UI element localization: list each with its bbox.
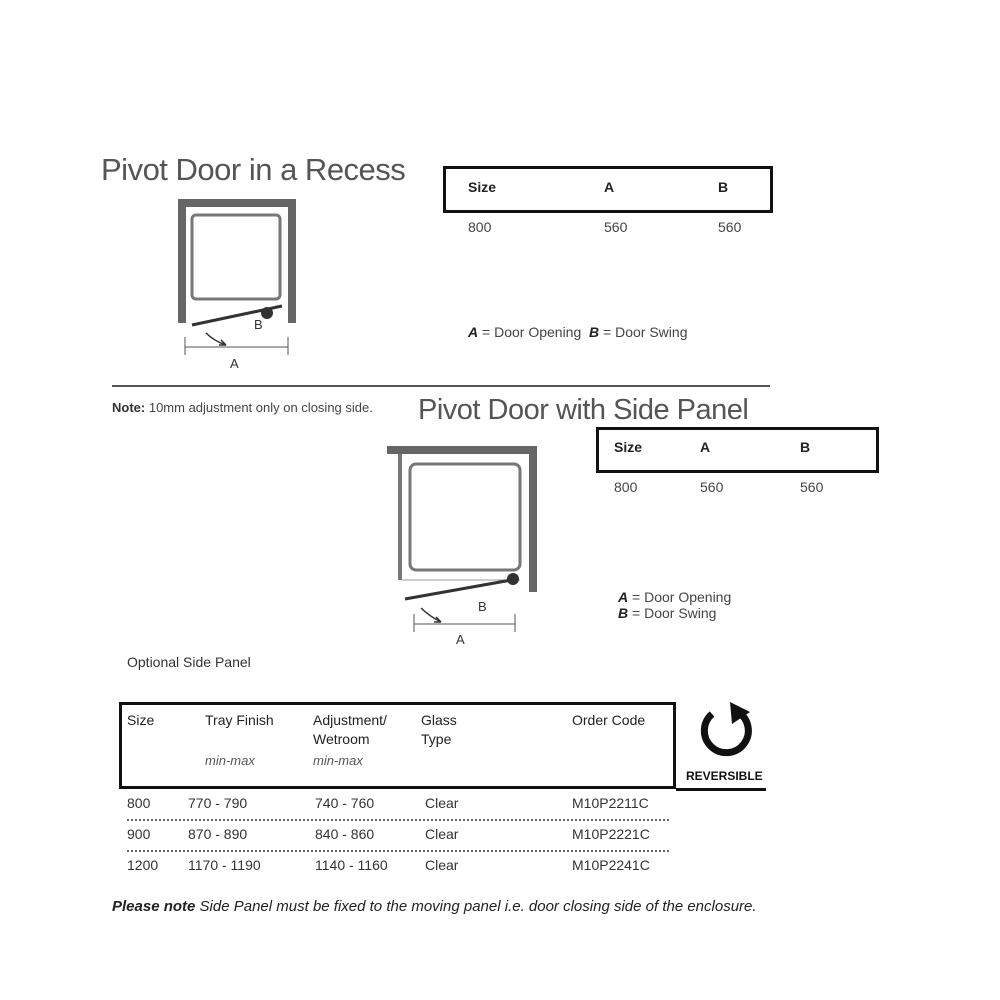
header-size: Size xyxy=(127,712,155,728)
row-glass: Clear xyxy=(425,826,459,842)
side-panel-door-diagram xyxy=(385,442,545,647)
section2-header-a: A xyxy=(700,439,711,455)
section1-legend xyxy=(468,324,687,340)
section2-title: Pivot Door with Side Panel xyxy=(418,394,749,426)
section2-legend-b xyxy=(618,605,716,621)
legend-key-a: A xyxy=(468,324,479,340)
door-line xyxy=(405,579,517,599)
pivot-point xyxy=(261,307,273,319)
row-adjust: 1140 - 1160 xyxy=(315,857,388,873)
diagram2-label-b: B xyxy=(478,599,487,614)
optional-panel-title: Optional Side Panel xyxy=(127,654,251,670)
section2-value-size: 800 xyxy=(614,479,638,495)
section2-value-b: 560 xyxy=(800,479,824,495)
section1-header-b: B xyxy=(718,179,729,195)
note-text: 10mm adjustment only on closing side. xyxy=(148,400,373,415)
section2-value-a: 560 xyxy=(700,479,724,495)
row-size: 1200 xyxy=(127,857,159,873)
row-size: 900 xyxy=(127,826,151,842)
reversible-underline xyxy=(676,788,766,791)
section1-header-size: Size xyxy=(468,179,497,195)
section1-value-b: 560 xyxy=(718,219,742,235)
row-adjust: 840 - 860 xyxy=(315,826,375,842)
legend-key-a: A xyxy=(618,589,629,605)
row-divider xyxy=(127,819,669,821)
header-tray-finish-sub: min-max xyxy=(205,753,255,768)
section1-header-a: A xyxy=(604,179,615,195)
legend-text-b: = Door Swing xyxy=(632,605,717,621)
diagram2-label-a: A xyxy=(456,632,465,647)
pivot-point xyxy=(507,573,519,585)
row-code: M10P2241C xyxy=(572,857,650,873)
legend-text-b: = Door Swing xyxy=(603,324,688,340)
adjustment-note xyxy=(112,400,373,415)
side-panel-note-text: Side Panel must be fixed to the moving panel i.e. door closing side of the enclosure. xyxy=(199,898,757,915)
header-glass-line1: Glass xyxy=(421,712,457,728)
row-glass: Clear xyxy=(425,795,459,811)
rotate-arrow-icon xyxy=(690,700,762,762)
legend-key-b: B xyxy=(589,324,600,340)
legend-key-b: B xyxy=(618,605,629,621)
section2-legend-a xyxy=(618,589,731,605)
row-tray: 770 - 790 xyxy=(188,795,248,811)
section2-header-size: Size xyxy=(614,439,643,455)
row-size: 800 xyxy=(127,795,151,811)
row-code: M10P2221C xyxy=(572,826,650,842)
header-tray-finish: Tray Finish xyxy=(205,712,274,728)
note-label: Note: xyxy=(112,400,146,415)
row-adjust: 740 - 760 xyxy=(315,795,375,811)
section1-value-a: 560 xyxy=(604,219,628,235)
legend-text-a: = Door Opening xyxy=(632,589,732,605)
section1-title: Pivot Door in a Recess xyxy=(101,152,406,187)
row-divider xyxy=(127,850,669,852)
side-panel-note-label: Please note xyxy=(112,898,196,915)
section-divider xyxy=(112,385,770,387)
side-panel-note xyxy=(112,898,757,915)
diagram1-label-b: B xyxy=(254,317,263,332)
tray-outline xyxy=(410,464,520,570)
header-glass-line2: Type xyxy=(421,731,452,747)
header-adjustment-line2: Wetroom xyxy=(313,731,370,747)
header-order-code: Order Code xyxy=(572,712,646,728)
row-tray: 1170 - 1190 xyxy=(188,857,261,873)
legend-text-a: = Door Opening xyxy=(482,324,582,340)
recess-door-diagram xyxy=(170,195,305,375)
section1-value-size: 800 xyxy=(468,219,492,235)
diagram1-label-a: A xyxy=(230,356,239,371)
row-tray: 870 - 890 xyxy=(188,826,248,842)
header-adjustment-line1: Adjustment/ xyxy=(313,712,387,728)
row-glass: Clear xyxy=(425,857,459,873)
reversible-label: REVERSIBLE xyxy=(686,769,763,783)
section2-header-b: B xyxy=(800,439,811,455)
row-code: M10P2211C xyxy=(572,795,649,811)
tray-outline xyxy=(192,215,280,299)
header-adjustment-sub: min-max xyxy=(313,753,363,768)
